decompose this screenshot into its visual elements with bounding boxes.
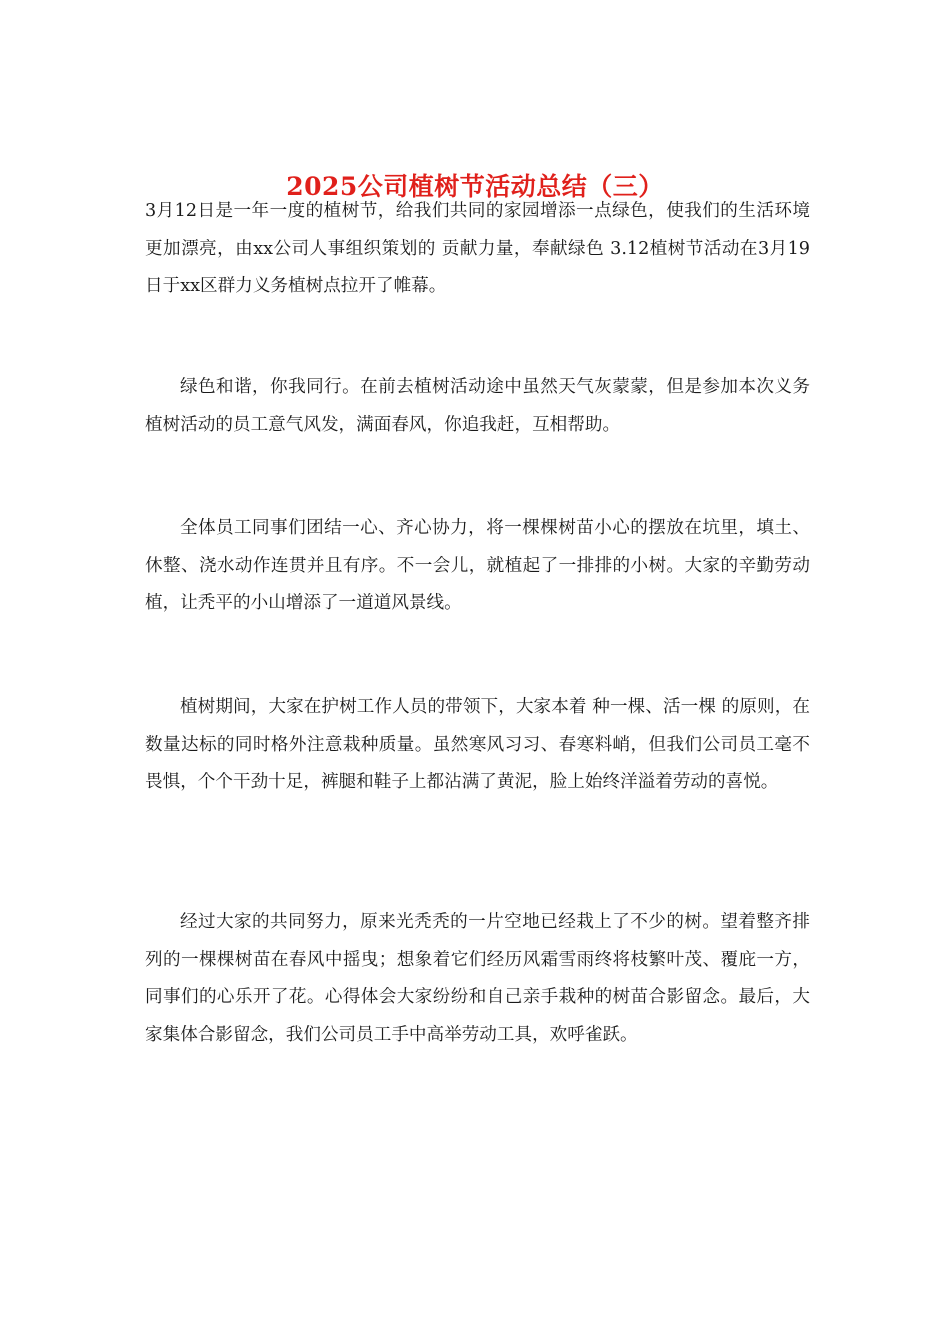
paragraph-2: 绿色和谐，你我同行。在前去植树活动途中虽然天气灰蒙蒙，但是参加本次义务植树活动的员工意气风发，满面春风，你追我赶，互相帮助。 bbox=[145, 377, 810, 435]
paragraph-5: 经过大家的共同努力，原来光秃秃的一片空地已经栽上了不少的树。望着整齐排列的一棵棵树苗在春风中摇曳；想象着它们经历风霜雪雨终将枝繁叶茂、覆庇一方，同事们的心乐开了花。心得体会大家纷纷和自己亲手栽种的树苗合影留念。最后，大家集体合影留念，我们公司员工手中高举劳动工具，欢呼雀跃。 bbox=[145, 912, 810, 1045]
paragraph-4: 植树期间，大家在护树工作人员的带领下，大家本着 种一棵、活一棵 的原则，在数量达标的同时格外注意栽种质量。虽然寒风习习、春寒料峭，但我们公司员工毫不畏惧，个个干劲十足，裤腿和鞋子上都沾满了黄泥，脸上始终洋溢着劳动的喜悦。 bbox=[145, 697, 810, 792]
document-title: 2025公司植树节活动总结（三） bbox=[286, 171, 664, 201]
paragraph-3: 全体员工同事们团结一心、齐心协力，将一棵棵树苗小心的摆放在坑里，填土、休整、浇水动作连贯并且有序。不一会儿，就植起了一排排的小树。大家的辛勤劳动植，让秃平的小山增添了一道道风景线。 bbox=[145, 518, 810, 613]
paragraph-1: 3月12日是一年一度的植树节，给我们共同的家园增添一点绿色，使我们的生活环境更加漂亮，由xx公司人事组织策划的 贡献力量，奉献绿色 3.12植树节活动在3月19日于xx区群力义务植树点拉开了帷幕。 bbox=[145, 201, 810, 296]
